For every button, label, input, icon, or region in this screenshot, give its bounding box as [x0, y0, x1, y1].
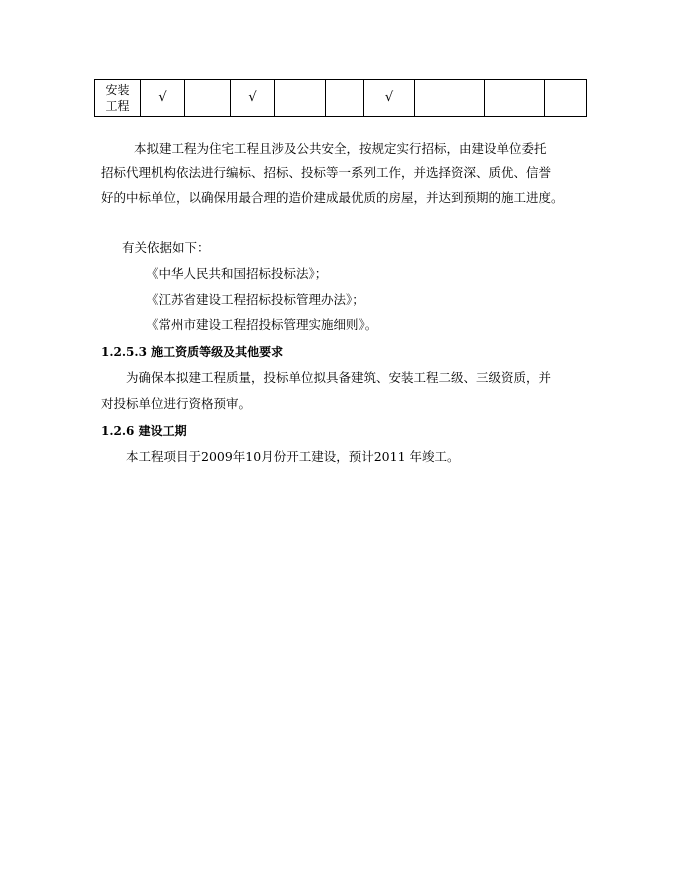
basis-intro: 有关依据如下： — [122, 240, 210, 255]
basis-item: 《江苏省建设工程招标投标管理办法》； — [146, 292, 365, 307]
basis-item: 《常州市建设工程招投标管理实施细则》。 — [146, 317, 378, 332]
paragraph-line: 本拟建工程为住宅工程且涉及公共安全，按规定实行招标，由建设单位委托 — [134, 141, 547, 156]
table-cell — [185, 80, 231, 117]
table-cell — [275, 80, 326, 117]
paragraph-line: 为确保本拟建工程质量，投标单位拟具备建筑、安装工程二级、三级资质，并 — [126, 370, 552, 385]
table-cell: √ — [364, 80, 415, 117]
table-cell — [485, 80, 545, 117]
table-cell — [545, 80, 587, 117]
section-heading: 1.2.5.3 施工资质等级及其他要求 — [101, 345, 284, 359]
basis-item: 《中华人民共和国招标投标法》； — [146, 266, 328, 281]
paragraph-line: 本工程项目于2009年10月份开工建设，预计2011 年竣工。 — [126, 449, 460, 464]
qualification-table — [94, 79, 587, 117]
table-cell — [326, 80, 364, 117]
row-label-line2: 工程 — [105, 99, 130, 113]
paragraph-line: 招标代理机构依法进行编标、招标、投标等一系列工作，并选择资深、质优、信誉 — [101, 165, 552, 180]
section-heading: 1.2.6 建设工期 — [101, 424, 187, 438]
table-cell: √ — [231, 80, 275, 117]
table-cell — [415, 80, 485, 117]
table-row — [95, 80, 587, 117]
row-label-line1: 安装 — [105, 83, 130, 97]
table-cell: √ — [141, 80, 185, 117]
row-label-cell — [95, 80, 141, 117]
paragraph-line: 好的中标单位，以确保用最合理的造价建成最优质的房屋，并达到预期的施工进度。 — [101, 190, 564, 205]
paragraph-line: 对投标单位进行资格预审。 — [101, 396, 252, 411]
